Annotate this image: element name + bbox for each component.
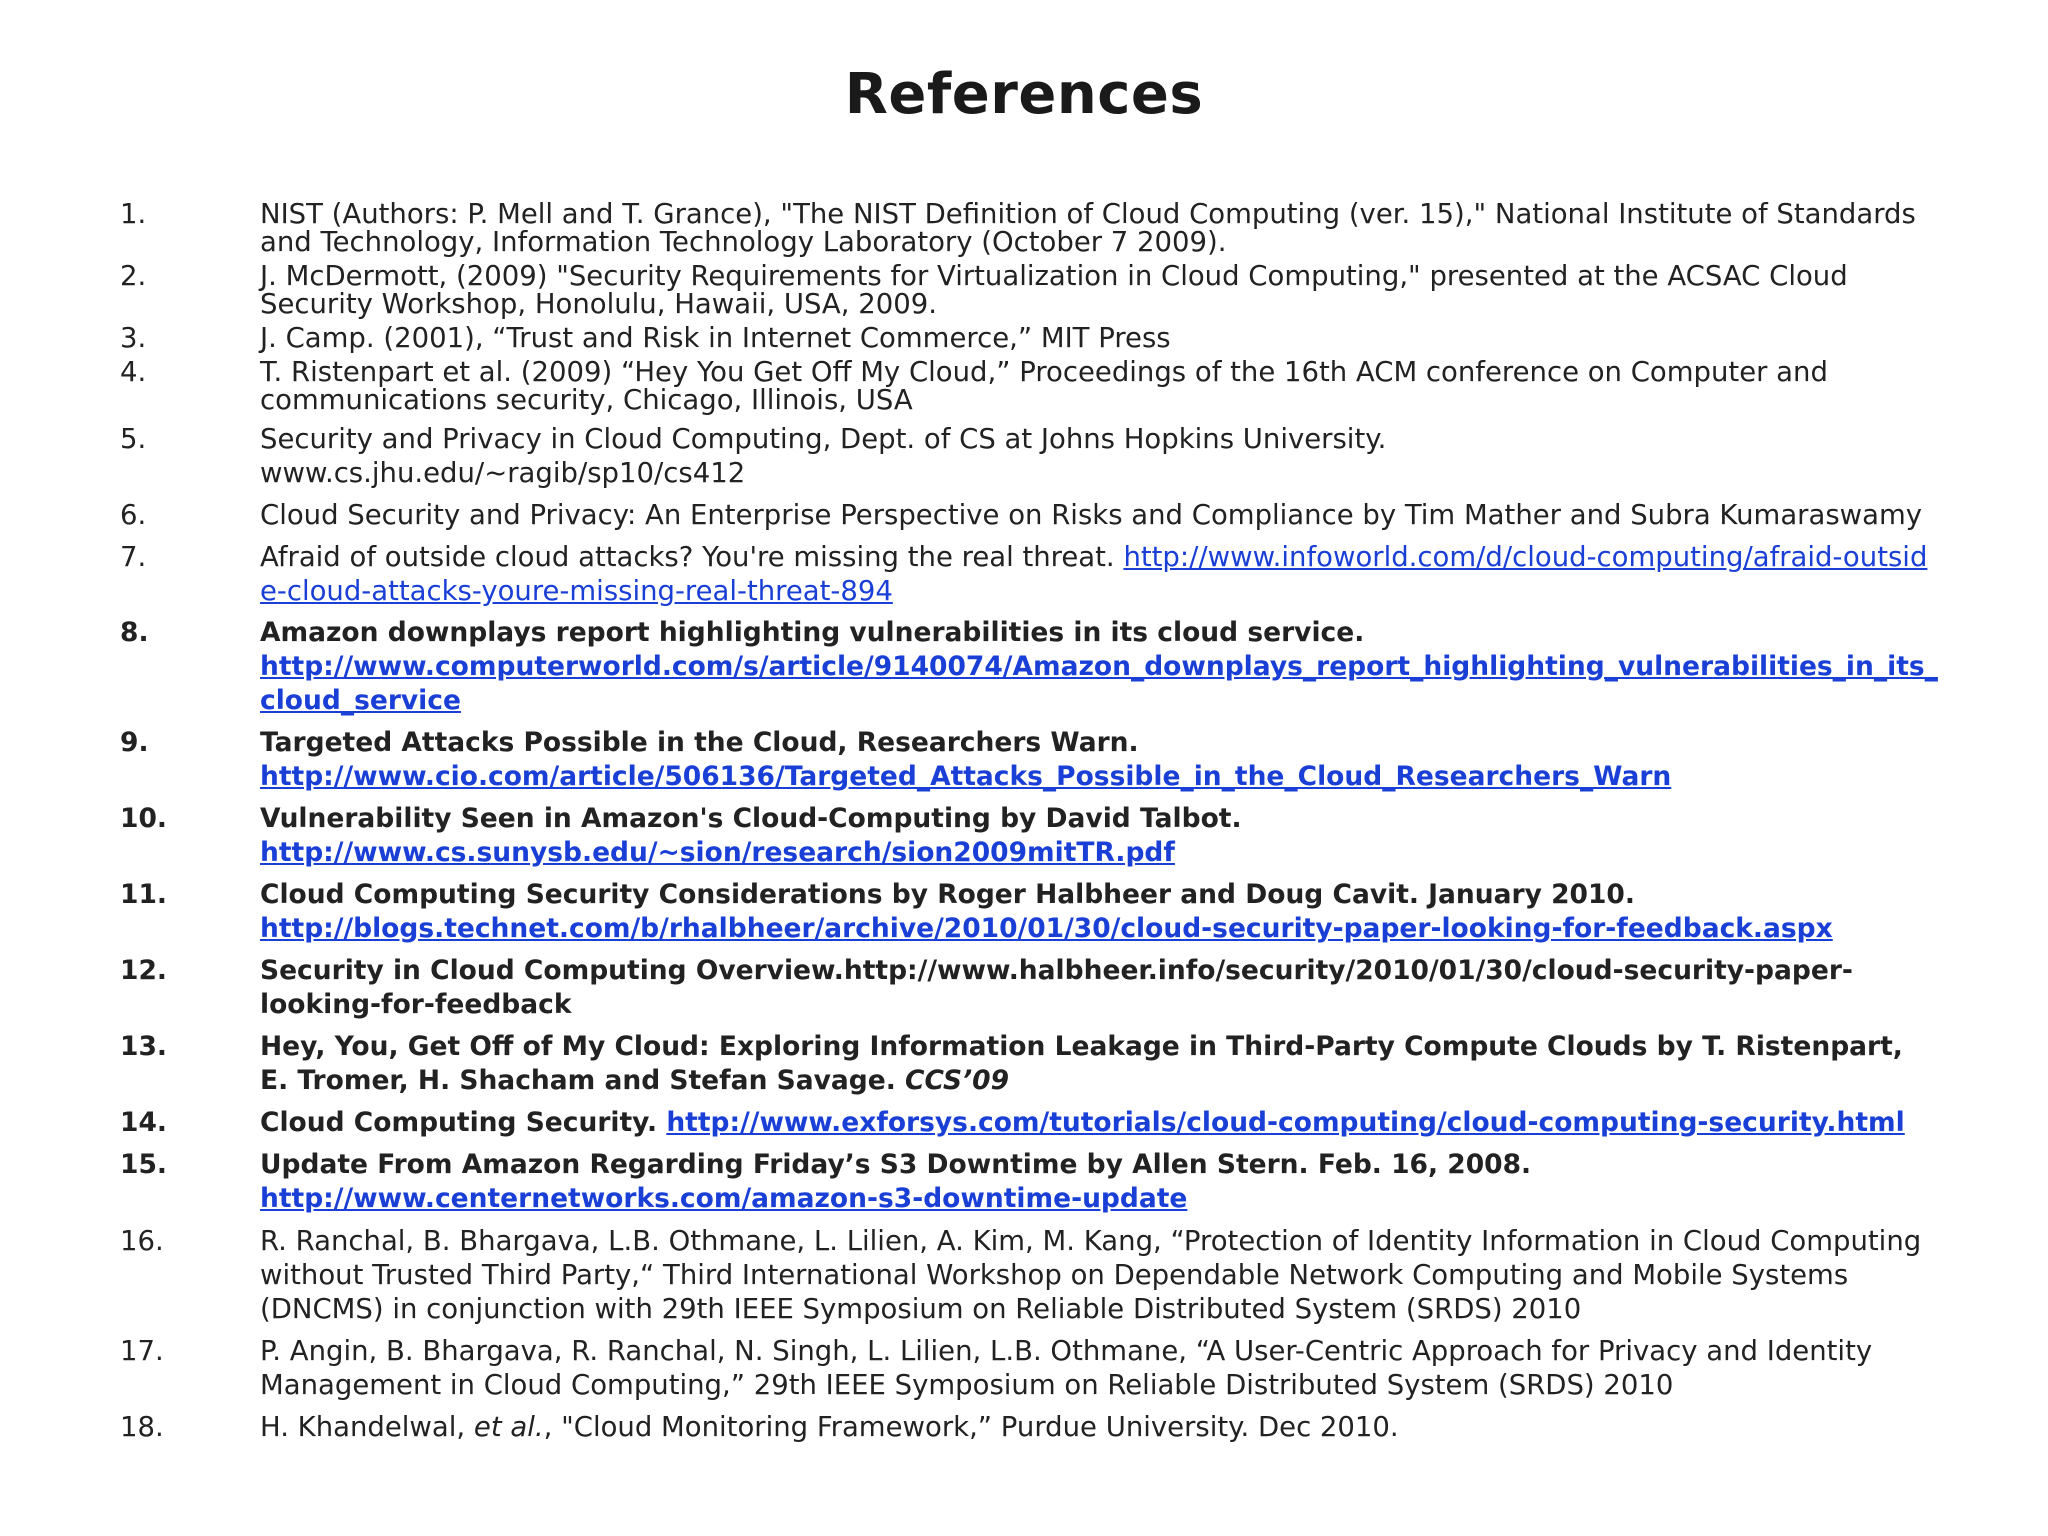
ref-text: NIST (Authors: P. Mell and T. Grance), "The NIST Definition of Cloud Computing (ver. 15)," National Institute of Standards and Technology, Information Technology Laboratory (October 7 2009). <box>260 198 1916 258</box>
ref-number: 11. <box>120 879 167 910</box>
ref-text: Security in Cloud Computing Overview.http://www.halbheer.info/security/2010/01/30/cloud-security-paper-looking-for-feedback <box>260 955 1853 1020</box>
list-item <box>120 1148 1940 1216</box>
ref-link[interactable]: http://www.infoworld.com/d/cloud-computing/afraid-outside-cloud-attacks-youre-missing-real-threat-894 <box>260 541 1928 607</box>
list-item <box>120 802 1940 870</box>
list-item <box>120 422 1940 490</box>
page-title: References <box>844 62 1204 127</box>
ref-number: 12. <box>120 955 167 986</box>
ref-text: P. Angin, B. Bhargava, R. Ranchal, N. Singh, L. Lilien, L.B. Othmane, “A User-Centric Approach for Privacy and Identity Management in Cloud Computing,” 29th IEEE Symposium on Reliable Distributed System (SRDS) 2010 <box>260 1335 1873 1401</box>
ref-link[interactable]: http://www.computerworld.com/s/article/9140074/Amazon_downplays_report_highlighting_vulnerabilities_in_its_cloud_service <box>260 651 1938 716</box>
ref-et-al: et al. <box>473 1411 544 1443</box>
ref-text-block <box>260 422 1940 490</box>
list-item <box>120 498 1940 532</box>
ref-link[interactable]: http://www.cio.com/article/506136/Targeted_Attacks_Possible_in_the_Cloud_Researchers_Warn <box>260 761 1672 792</box>
ref-link[interactable]: http://www.cs.sunysb.edu/~sion/research/sion2009mitTR.pdf <box>260 837 1175 868</box>
list-item <box>120 358 1940 414</box>
ref-number: 3. <box>120 322 147 354</box>
list-item <box>120 1224 1940 1326</box>
ref-text-block <box>260 802 1940 870</box>
list-item <box>120 878 1940 946</box>
ref-text: Hey, You, Get Off of My Cloud: Exploring Information Leakage in Third-Party Compute Clouds by T. Ristenpart, E. Tromer, H. Shacham and Stefan Savage. <box>260 1031 1903 1096</box>
ref-text: Targeted Attacks Possible in the Cloud, Researchers Warn. <box>260 727 1139 758</box>
ref-text: T. Ristenpart et al. (2009) “Hey You Get Off My Cloud,” Proceedings of the 16th ACM conference on Computer and communications security, Chicago, Illinois, USA <box>260 356 1828 416</box>
ref-link[interactable]: http://www.exforsys.com/tutorials/cloud-computing/cloud-computing-security.html <box>666 1107 1905 1138</box>
list-item <box>120 540 1940 608</box>
ref-text: R. Ranchal, B. Bhargava, L.B. Othmane, L. Lilien, A. Kim, M. Kang, “Protection of Identity Information in Cloud Computing without Trusted Third Party,“ Third International Workshop on Dependable Network Computing and Mobile Systems (DNCMS) in conjunction with 29th IEEE Symposium on Reliable Distributed System (SRDS) 2010 <box>260 1225 1922 1325</box>
ref-number: 13. <box>120 1031 167 1062</box>
ref-text: H. Khandelwal, <box>260 1411 466 1443</box>
ref-number: 18. <box>120 1411 164 1443</box>
ref-link[interactable]: http://blogs.technet.com/b/rhalbheer/archive/2010/01/30/cloud-security-paper-looking-for-feedback.aspx <box>260 913 1833 944</box>
ref-venue: CCS’09 <box>905 1065 1010 1096</box>
ref-number: 17. <box>120 1335 164 1367</box>
reference-list <box>120 200 1940 1444</box>
ref-text: J. McDermott, (2009) "Security Requirements for Virtualization in Cloud Computing," presented at the ACSAC Cloud Security Workshop, Honolulu, Hawaii, USA, 2009. <box>260 260 1848 320</box>
ref-url-text: www.cs.jhu.edu/~ragib/sp10/cs412 <box>260 457 746 489</box>
ref-text: Afraid of outside cloud attacks? You're missing the real threat. <box>260 541 1115 573</box>
ref-text-block <box>260 616 1940 718</box>
list-item <box>120 1410 1940 1444</box>
ref-text-block <box>260 1148 1940 1216</box>
ref-number: 10. <box>120 803 167 834</box>
ref-number: 15. <box>120 1149 167 1180</box>
ref-number: 1. <box>120 198 147 230</box>
ref-text-block <box>260 1030 1940 1098</box>
ref-text-block <box>260 540 1940 608</box>
ref-text-block <box>260 1410 1940 1444</box>
ref-number: 9. <box>120 727 149 758</box>
ref-link[interactable]: http://www.centernetworks.com/amazon-s3-downtime-update <box>260 1183 1188 1214</box>
ref-number: 16. <box>120 1225 164 1257</box>
ref-text: , "Cloud Monitoring Framework,” Purdue University. Dec 2010. <box>543 1411 1399 1443</box>
ref-text: Vulnerability Seen in Amazon's Cloud-Computing by David Talbot. <box>260 803 1242 834</box>
ref-number: 8. <box>120 617 149 648</box>
ref-text: Security and Privacy in Cloud Computing, Dept. of CS at Johns Hopkins University. <box>260 423 1387 455</box>
ref-text: Cloud Computing Security. <box>260 1107 658 1138</box>
ref-text: Cloud Security and Privacy: An Enterprise Perspective on Risks and Compliance by Tim Mather and Subra Kumaraswamy <box>260 499 1923 531</box>
ref-number: 7. <box>120 541 147 573</box>
ref-number: 14. <box>120 1107 167 1138</box>
ref-text-block <box>260 1106 1940 1140</box>
list-item <box>120 1334 1940 1402</box>
ref-number: 2. <box>120 260 147 292</box>
list-item <box>120 324 1940 352</box>
list-item <box>120 726 1940 794</box>
ref-number: 6. <box>120 499 147 531</box>
list-item <box>120 616 1940 718</box>
list-item <box>120 954 1940 1022</box>
ref-text: J. Camp. (2001), “Trust and Risk in Internet Commerce,” MIT Press <box>260 322 1171 354</box>
ref-number: 5. <box>120 423 147 455</box>
ref-text: Amazon downplays report highlighting vulnerabilities in its cloud service. <box>260 617 1365 648</box>
ref-text: Update From Amazon Regarding Friday’s S3 Downtime by Allen Stern. Feb. 16, 2008. <box>260 1149 1532 1180</box>
list-item <box>120 262 1940 318</box>
ref-number: 4. <box>120 356 147 388</box>
list-item <box>120 1106 1940 1140</box>
list-item <box>120 200 1940 256</box>
ref-text: Cloud Computing Security Considerations by Roger Halbheer and Doug Cavit. January 2010. <box>260 879 1635 910</box>
ref-text-block <box>260 878 1940 946</box>
list-item <box>120 1030 1940 1098</box>
ref-text-block <box>260 726 1940 794</box>
